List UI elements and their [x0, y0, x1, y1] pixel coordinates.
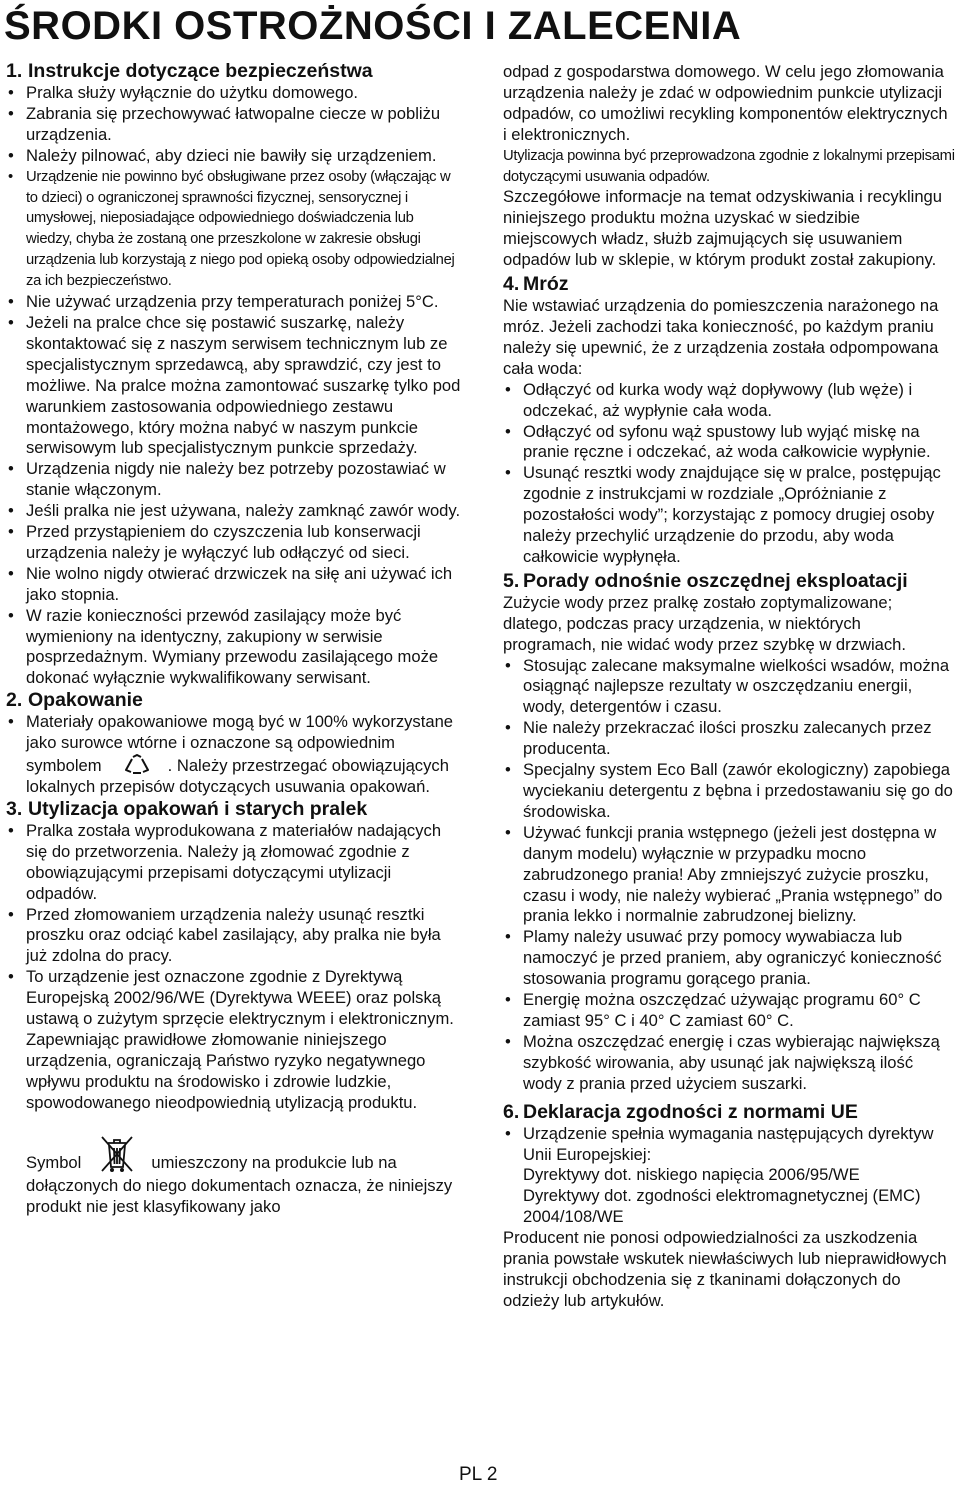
list-item: • Pralka służy wyłącznie do użytku domowego. — [8, 83, 359, 102]
list-item: • Nie należy przekraczać ilości proszku zalecanych przez producenta. — [505, 718, 932, 759]
section-number: 1. — [6, 60, 23, 82]
list-item: • Pralka została wyprodukowana z materiałów nadających się do przetworzenia. Należy ją złomować zgodnie z obowiązującymi przepisami dotyczącymi utylizacji odpadów. — [8, 820, 442, 903]
section-packaging-heading — [6, 689, 462, 712]
section-frost-heading — [503, 273, 955, 296]
section-number: 6. — [503, 1100, 520, 1123]
frost-intro: Nie wstawiać urządzenia do pomieszczenia narażonego na mróz. Jeżeli zachodzi taka konieczność, po każdym praniu należy się upewnić, że z urządzenia została odpompowana cała woda: — [503, 296, 939, 378]
list-item: • Specjalny system Eco Ball (zawór ekologiczny) zapobiega wyciekaniu detergentu z bębna i przedostawaniu się go do środowiska. — [505, 760, 953, 821]
list-item: • Należy pilnować, aby dzieci nie bawiły się urządzeniem. — [8, 145, 437, 165]
section-number: 5. — [503, 569, 520, 592]
list-item: • Jeżeli na pralce chce się postawić suszarkę, należy skontaktować się z naszym serwisem technicznym lub ze specjalistycznym sprzedawcą, aby sprawdzić, czy jest to możliwe. Na pralce można zamontować suszarkę tylko pod warunkiem zastosowania odpowiedniego zestawu montażowego, który można nabyć w naszym punkcie serwisowym lub specjalistycznym punkcie sprzedaży. — [8, 312, 461, 458]
disposal-details: Szczegółowe informacje na temat odzyskiwania i recyklingu niniejszego produktu można uzyskać w siedzibie miejscowych władz, służb zajmujących się usuwaniem odpadów lub w sklepie, w którym produkt został zakupiony. — [503, 187, 943, 270]
list-item: • Używać funkcji prania wstępnego (jeżeli jest dostępna w danym modelu) wyłącznie w przypadku mocno zabrudzonego prania! Aby zmniejszyć zużycie proszku, czasu i wody, nie należy wybierać „Prania wstępnego” do prania lekko i normalnie zabrudzonej bielizny. — [505, 822, 943, 926]
right-column — [503, 62, 955, 1312]
section-disposal-heading — [6, 798, 462, 821]
directive-low-voltage: Dyrektywy dot. niskiego napięcia 2006/95/WE — [523, 1165, 860, 1185]
frost-list — [503, 380, 955, 568]
packaging-list — [6, 712, 462, 798]
recycle-triangle-icon — [124, 754, 150, 774]
list-item: • Urządzenie spełnia wymagania następujących dyrektyw Unii Europejskiej: — [505, 1123, 934, 1164]
directive-emc: Dyrektywy dot. zgodności elektromagnetycznej (EMC) 2004/108/WE — [523, 1186, 921, 1227]
list-item: • To urządzenie jest oznaczone zgodnie z Dyrektywą Europejską 2002/96/WE (Dyrektywa WEEE) oraz polską ustawą o zużytym sprzęcie elektrycznym i elektronicznym. — [8, 967, 454, 1029]
section-conformity-heading — [503, 1101, 955, 1124]
list-item: • Przed złomowaniem urządzenia należy usunąć resztki proszku oraz odciąć kabel zasilający, aby pralka nie była już zdolna do pracy. — [8, 904, 441, 966]
list-item: • Urządzenia nigdy nie należy bez potrzeby pozostawiać w stanie włączonym. — [8, 459, 446, 500]
section-title: Utylizacja opakowań i starych pralek — [28, 797, 368, 820]
disposal-paragraph: Zapewniając prawidłowe złomowanie niniejszego urządzenia, ograniczają Państwo ryzyko negatywnego wpływu produktu na środowisko i zdrowie ludzkie, spowodowanego nieodpowiednią utylizacją produktu. — [26, 1029, 426, 1112]
list-item: • Energię można oszczędzać używając programu 60° C zamiast 95° C i 40° C zamiast 60° C. — [505, 990, 921, 1030]
list-item: • Materiały opakowaniowe mogą być w 100% wykorzystane jako surowce wtórne i oznaczone są odpowiednim symbolem . Należy przestrzegać obowiązujących lokalnych przepisów dotyczących usuwania opakowań. — [8, 712, 454, 796]
section-number: 3. — [6, 797, 23, 820]
list-item: • Odłączyć od syfonu wąż spustowy lub wyjąć miskę na pranie ręczne i odczekać, aż woda całkowicie wypłynie. — [505, 421, 931, 462]
page-title: ŚRODKI OSTROŻNOŚCI I ZALECENIA — [4, 4, 742, 48]
list-item: • Nie wolno nigdy otwierać drzwiczek na siłę ani używać ich jako stopnia. — [8, 563, 453, 604]
list-item: • Nie używać urządzenia przy temperaturach poniżej 5°C. — [8, 292, 439, 312]
safety-list — [6, 83, 462, 689]
section-number: 4. — [503, 273, 520, 296]
disposal-list — [6, 821, 462, 1030]
symbol-paragraph: Symbol umieszczony na produkcie lub na dołączonych do niego dokumentach oznacza, że niniejszy produkt nie jest klasyfikowany jako — [6, 1134, 462, 1218]
list-item: • Usunąć resztki wody znajdujące się w pralce, postępując zgodnie z instrukcjami w rozdziale „Opróżnianie z pozostałości wody”; korzystając z pomocy drugiej osoby należy przechylić urządzenie do przodu, aby woda całkowicie wypłynęła. — [505, 463, 941, 566]
manufacturer-disclaimer: Producent nie ponosi odpowiedzialności za uszkodzenia prania powstałe wskutek niewłaściwych lub nieprawidłowych instrukcji obchodzenia się z tkaninami dołączonych do odzieży lub artykułów. — [503, 1228, 947, 1310]
crossed-bin-icon — [99, 1134, 135, 1176]
left-column — [6, 62, 462, 1217]
list-item: • Przed przystąpieniem do czyszczenia lub konserwacji urządzenia należy je wyłączyć lub odłączyć od sieci. — [8, 522, 421, 562]
list-item: • Stosując zalecane maksymalne wielkości wsadów, można osiągnąć najlepsze rezultaty w oszczędzaniu energii, wody, detergentów i czasu. — [505, 655, 950, 717]
section-safety-heading — [6, 60, 462, 83]
page-number: PL 2 — [459, 1464, 498, 1485]
list-item: • W razie konieczności przewód zasilający może być wymieniony na identyczny, zakupiony w serwisie posprzedażnym. Wymiany przewodu zasilającego może dokonać wyłącznie wykwalifikowany serwisant. — [8, 605, 439, 688]
list-item: • Odłączyć od kurka wody wąż dopływowy (lub węże) i odczekać, aż wypłynie cała woda. — [505, 379, 913, 420]
economy-intro: Zużycie wody przez pralkę zostało zoptymalizowane; dlatego, podczas pracy urządzenia, w niektórych programach, nie widać wody przez szybkę w drzwiach. — [503, 592, 907, 654]
section-title: Mróz — [523, 273, 569, 296]
list-item: • Można oszczędzać energię i czas wybierając największą szybkość wirowania, aby usunąć jak największą ilość wody z prania przed użyciem suszarki. — [505, 1031, 940, 1093]
section-number: 2. — [6, 689, 23, 712]
list-item: • Zabrania się przechowywać łatwopalne ciecze w pobliżu urządzenia. — [8, 103, 441, 144]
section-economy-heading — [503, 570, 955, 593]
economy-list — [503, 656, 955, 1095]
section-title: Deklaracja zgodności z normami UE — [523, 1100, 858, 1123]
disposal-continuation: odpad z gospodarstwa domowego. W celu jego złomowania urządzenia należy je zdać w odpowiednim punkcie utylizacji odpadów, co umożliwi recykling komponentów elektrycznych i elektronicznych. — [503, 62, 948, 144]
disposal-local-rules: Utylizacja powinna być przeprowadzona zgodnie z lokalnymi przepisami dotyczącymi usuwania odpadów. — [503, 147, 955, 185]
list-item: • Plamy należy usuwać przy pomocy wywabiacza lub namoczyć je przed praniem, aby ograniczyć konieczność stosowania programu gorącego prania. — [505, 927, 942, 989]
list-item: • Jeśli pralka nie jest używana, należy zamknąć zawór wody. — [8, 501, 461, 521]
conformity-list — [503, 1124, 955, 1166]
section-title: Opakowanie — [28, 689, 143, 712]
section-title: Porady odnośnie oszczędnej eksploatacji — [523, 569, 908, 592]
section-title: Instrukcje dotyczące bezpieczeństwa — [28, 60, 373, 82]
list-item: • Urządzenie nie powinno być obsługiwane przez osoby (włączając w to dzieci) o ograniczonej sprawności fizycznej, sensorycznej i umysłowej, nieposiadające odpowiedniego doświadczenia lub wiedzy, chyba że zostaną one przeszkolone w zakresie obsługi urządzenia lub korzystają z niego pod opieką osoby odpowiedzialnej za ich bezpieczeństwo. — [8, 168, 455, 290]
